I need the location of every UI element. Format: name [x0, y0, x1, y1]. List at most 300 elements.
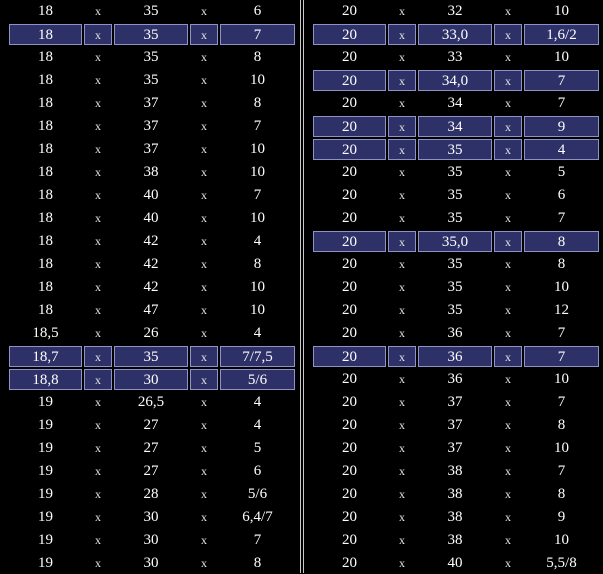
separator-cell: x	[95, 510, 101, 524]
table-row	[304, 415, 603, 436]
separator-cell: x	[201, 510, 207, 524]
table-row	[0, 323, 300, 344]
inner-size-cell: 19	[38, 394, 53, 410]
table-row-highlighted	[304, 70, 603, 91]
thickness-cell: 10	[250, 210, 265, 226]
inner-size-cell: 20	[342, 164, 357, 180]
separator-cell: x	[201, 257, 207, 271]
separator-cell: x	[201, 441, 207, 455]
separator-cell: x	[388, 231, 416, 252]
separator-cell: x	[201, 119, 207, 133]
inner-size-cell: 20	[342, 256, 357, 272]
outer-size-cell: 37	[143, 118, 159, 134]
outer-size-cell: 38	[143, 164, 159, 180]
inner-size-cell: 18	[38, 164, 53, 180]
thickness-cell: 10	[250, 164, 265, 180]
table-row	[304, 461, 603, 482]
inner-size-cell: 19	[38, 440, 53, 456]
thickness-cell: 8	[524, 231, 599, 252]
thickness-cell: 9	[557, 509, 566, 525]
separator-cell: x	[190, 369, 218, 390]
outer-size-cell: 30	[143, 509, 159, 525]
separator-cell: x	[190, 24, 218, 45]
inner-size-cell: 18	[38, 210, 53, 226]
thickness-cell: 4	[253, 325, 262, 341]
separator-cell: x	[399, 395, 405, 409]
outer-size-cell: 35	[143, 49, 159, 65]
inner-size-cell: 20	[342, 417, 357, 433]
table-row	[0, 415, 300, 436]
outer-size-cell: 38	[447, 486, 463, 502]
separator-cell: x	[505, 372, 511, 386]
table-row	[0, 47, 300, 68]
thickness-cell: 6,4/7	[242, 509, 273, 525]
separator-cell: x	[201, 4, 207, 18]
inner-size-cell: 20	[342, 210, 357, 226]
separator-cell: x	[399, 188, 405, 202]
separator-cell: x	[190, 346, 218, 367]
table-row	[304, 162, 603, 183]
separator-cell: x	[505, 487, 511, 501]
separator-cell: x	[399, 418, 405, 432]
thickness-cell: 7	[253, 187, 262, 203]
separator-cell: x	[201, 487, 207, 501]
thickness-cell: 10	[554, 371, 569, 387]
separator-cell: x	[494, 139, 522, 160]
inner-size-cell: 18	[38, 187, 53, 203]
separator-cell: x	[494, 231, 522, 252]
separator-cell: x	[201, 464, 207, 478]
separator-cell: x	[399, 303, 405, 317]
separator-cell: x	[201, 418, 207, 432]
separator-cell: x	[201, 234, 207, 248]
outer-size-cell: 36	[447, 371, 463, 387]
table-row	[0, 300, 300, 321]
table-row	[304, 1, 603, 22]
separator-cell: x	[95, 280, 101, 294]
separator-cell: x	[95, 50, 101, 64]
inner-size-cell: 19	[38, 532, 53, 548]
table-row-highlighted	[304, 139, 603, 160]
thickness-cell: 6	[253, 463, 262, 479]
separator-cell: x	[95, 234, 101, 248]
separator-cell: x	[399, 165, 405, 179]
table-row-highlighted	[304, 346, 603, 367]
separator-cell: x	[505, 303, 511, 317]
table-row	[0, 208, 300, 229]
thickness-cell: 7	[557, 463, 566, 479]
outer-size-cell: 34	[418, 116, 492, 137]
thickness-cell: 4	[253, 233, 262, 249]
separator-cell: x	[505, 257, 511, 271]
thickness-cell: 8	[253, 49, 262, 65]
outer-size-cell: 27	[143, 417, 159, 433]
separator-cell: x	[201, 280, 207, 294]
inner-size-cell: 20	[342, 302, 357, 318]
table-row	[304, 484, 603, 505]
outer-size-cell: 38	[447, 509, 463, 525]
thickness-cell: 10	[250, 279, 265, 295]
separator-cell: x	[399, 372, 405, 386]
inner-size-cell: 20	[313, 231, 386, 252]
separator-cell: x	[505, 4, 511, 18]
table-row-highlighted	[304, 231, 603, 252]
separator-cell: x	[95, 73, 101, 87]
separator-cell: x	[201, 326, 207, 340]
separator-cell: x	[399, 211, 405, 225]
table-row	[0, 484, 300, 505]
outer-size-cell: 26,5	[137, 394, 165, 410]
table-row	[304, 93, 603, 114]
outer-size-cell: 35	[447, 210, 463, 226]
separator-cell: x	[201, 96, 207, 110]
separator-cell: x	[494, 346, 522, 367]
inner-size-cell: 18	[38, 302, 53, 318]
thickness-cell: 7	[524, 346, 599, 367]
thickness-cell: 12	[554, 302, 569, 318]
thickness-cell: 10	[554, 49, 569, 65]
inner-size-cell: 18,7	[9, 346, 82, 367]
thickness-cell: 9	[524, 116, 599, 137]
separator-cell: x	[399, 257, 405, 271]
table-row	[0, 231, 300, 252]
inner-size-cell: 20	[342, 486, 357, 502]
thickness-cell: 8	[253, 555, 262, 571]
separator-cell: x	[505, 556, 511, 570]
table-row	[0, 70, 300, 91]
table-row-highlighted	[0, 346, 300, 367]
table-row	[304, 530, 603, 551]
separator-cell: x	[95, 211, 101, 225]
table-row	[304, 369, 603, 390]
separator-cell: x	[388, 70, 416, 91]
outer-size-cell: 34	[447, 95, 463, 111]
size-table-right	[303, 0, 603, 573]
separator-cell: x	[399, 487, 405, 501]
outer-size-cell: 37	[143, 95, 159, 111]
separator-cell: x	[84, 369, 112, 390]
outer-size-cell: 37	[447, 440, 463, 456]
table-row-highlighted	[0, 24, 300, 45]
table-row-highlighted	[304, 116, 603, 137]
separator-cell: x	[201, 395, 207, 409]
outer-size-cell: 40	[143, 187, 159, 203]
thickness-cell: 7	[253, 118, 262, 134]
inner-size-cell: 20	[342, 371, 357, 387]
outer-size-cell: 47	[143, 302, 159, 318]
table-row	[0, 185, 300, 206]
size-table-left	[0, 0, 301, 573]
separator-cell: x	[505, 533, 511, 547]
outer-size-cell: 30	[114, 369, 188, 390]
separator-cell: x	[95, 142, 101, 156]
inner-size-cell: 20	[342, 95, 357, 111]
inner-size-cell: 18	[38, 233, 53, 249]
separator-cell: x	[201, 556, 207, 570]
separator-cell: x	[505, 441, 511, 455]
thickness-cell: 10	[554, 279, 569, 295]
thickness-cell: 8	[557, 486, 566, 502]
separator-cell: x	[95, 4, 101, 18]
separator-cell: x	[95, 533, 101, 547]
table-row	[304, 254, 603, 275]
separator-cell: x	[95, 441, 101, 455]
separator-cell: x	[399, 464, 405, 478]
outer-size-cell: 35	[418, 139, 492, 160]
outer-size-cell: 38	[447, 532, 463, 548]
separator-cell: x	[201, 303, 207, 317]
separator-cell: x	[399, 533, 405, 547]
separator-cell: x	[388, 139, 416, 160]
outer-size-cell: 37	[143, 141, 159, 157]
inner-size-cell: 18	[9, 24, 82, 45]
table-row	[0, 1, 300, 22]
separator-cell: x	[494, 70, 522, 91]
table-row	[0, 93, 300, 114]
separator-cell: x	[201, 165, 207, 179]
outer-size-cell: 42	[143, 279, 159, 295]
outer-size-cell: 27	[143, 440, 159, 456]
inner-size-cell: 18	[38, 118, 53, 134]
outer-size-cell: 40	[447, 555, 463, 571]
outer-size-cell: 30	[143, 555, 159, 571]
thickness-cell: 8	[253, 256, 262, 272]
separator-cell: x	[95, 464, 101, 478]
inner-size-cell: 18	[38, 279, 53, 295]
inner-size-cell: 20	[342, 532, 357, 548]
separator-cell: x	[201, 211, 207, 225]
thickness-cell: 7	[253, 532, 262, 548]
inner-size-cell: 18	[38, 3, 53, 19]
inner-size-cell: 20	[342, 187, 357, 203]
inner-size-cell: 20	[342, 49, 357, 65]
separator-cell: x	[505, 96, 511, 110]
separator-cell: x	[201, 142, 207, 156]
thickness-cell: 10	[250, 72, 265, 88]
separator-cell: x	[505, 211, 511, 225]
outer-size-cell: 35	[447, 256, 463, 272]
inner-size-cell: 20	[313, 24, 386, 45]
thickness-cell: 7	[524, 70, 599, 91]
thickness-cell: 5/6	[247, 486, 268, 502]
table-row	[0, 392, 300, 413]
inner-size-cell: 20	[313, 70, 386, 91]
thickness-cell: 10	[554, 532, 569, 548]
table-row	[0, 139, 300, 160]
inner-size-cell: 20	[342, 509, 357, 525]
table-row	[0, 162, 300, 183]
separator-cell: x	[399, 96, 405, 110]
thickness-cell: 1,6/2	[524, 24, 599, 45]
inner-size-cell: 20	[313, 346, 386, 367]
inner-size-cell: 19	[38, 555, 53, 571]
thickness-cell: 4	[253, 394, 262, 410]
table-row	[0, 530, 300, 551]
inner-size-cell: 18	[38, 49, 53, 65]
outer-size-cell: 32	[447, 3, 463, 19]
outer-size-cell: 35	[447, 164, 463, 180]
thickness-cell: 7	[557, 210, 566, 226]
thickness-cell: 8	[557, 417, 566, 433]
inner-size-cell: 20	[342, 555, 357, 571]
inner-size-cell: 20	[342, 440, 357, 456]
table-row	[0, 116, 300, 137]
inner-size-cell: 20	[342, 463, 357, 479]
thickness-cell: 5/6	[220, 369, 295, 390]
outer-size-cell: 42	[143, 256, 159, 272]
thickness-cell: 4	[524, 139, 599, 160]
separator-cell: x	[505, 510, 511, 524]
table-row	[0, 553, 300, 574]
thickness-cell: 6	[557, 187, 566, 203]
inner-size-cell: 20	[313, 139, 386, 160]
separator-cell: x	[399, 50, 405, 64]
inner-size-cell: 18	[38, 95, 53, 111]
separator-cell: x	[399, 556, 405, 570]
thickness-cell: 7	[557, 394, 566, 410]
inner-size-cell: 18	[38, 72, 53, 88]
inner-size-cell: 18,5	[32, 325, 59, 341]
separator-cell: x	[84, 24, 112, 45]
inner-size-cell: 19	[38, 486, 53, 502]
separator-cell: x	[505, 188, 511, 202]
separator-cell: x	[505, 280, 511, 294]
inner-size-cell: 19	[38, 509, 53, 525]
inner-size-cell: 18	[38, 256, 53, 272]
outer-size-cell: 35	[114, 24, 188, 45]
table-row	[304, 438, 603, 459]
separator-cell: x	[95, 96, 101, 110]
thickness-cell: 7	[557, 325, 566, 341]
separator-cell: x	[201, 50, 207, 64]
thickness-cell: 6	[253, 3, 262, 19]
inner-size-cell: 20	[342, 3, 357, 19]
thickness-cell: 5,5/8	[546, 555, 577, 571]
inner-size-cell: 19	[38, 463, 53, 479]
separator-cell: x	[505, 326, 511, 340]
table-row	[304, 185, 603, 206]
table-row	[304, 47, 603, 68]
outer-size-cell: 34,0	[418, 70, 492, 91]
inner-size-cell: 19	[38, 417, 53, 433]
separator-cell: x	[201, 533, 207, 547]
separator-cell: x	[505, 165, 511, 179]
outer-size-cell: 35	[447, 187, 463, 203]
thickness-cell: 5	[253, 440, 262, 456]
outer-size-cell: 33	[447, 49, 463, 65]
separator-cell: x	[95, 119, 101, 133]
separator-cell: x	[95, 556, 101, 570]
outer-size-cell: 28	[143, 486, 159, 502]
table-row	[0, 277, 300, 298]
table-row	[0, 507, 300, 528]
table-row	[304, 392, 603, 413]
outer-size-cell: 35	[447, 302, 463, 318]
table-row	[0, 254, 300, 275]
table-row-highlighted	[0, 369, 300, 390]
separator-cell: x	[399, 326, 405, 340]
outer-size-cell: 42	[143, 233, 159, 249]
outer-size-cell: 27	[143, 463, 159, 479]
separator-cell: x	[505, 464, 511, 478]
thickness-cell: 8	[253, 95, 262, 111]
inner-size-cell: 20	[342, 394, 357, 410]
thickness-cell: 4	[253, 417, 262, 433]
inner-size-cell: 18,8	[9, 369, 82, 390]
table-row	[304, 300, 603, 321]
separator-cell: x	[95, 418, 101, 432]
separator-cell: x	[95, 257, 101, 271]
separator-cell: x	[95, 395, 101, 409]
thickness-cell: 7	[220, 24, 295, 45]
separator-cell: x	[95, 326, 101, 340]
thickness-cell: 10	[554, 440, 569, 456]
separator-cell: x	[95, 188, 101, 202]
separator-cell: x	[95, 165, 101, 179]
separator-cell: x	[494, 116, 522, 137]
outer-size-cell: 35	[447, 279, 463, 295]
separator-cell: x	[388, 24, 416, 45]
outer-size-cell: 35	[143, 72, 159, 88]
separator-cell: x	[388, 116, 416, 137]
separator-cell: x	[399, 441, 405, 455]
outer-size-cell: 33,0	[418, 24, 492, 45]
inner-size-cell: 20	[342, 325, 357, 341]
thickness-cell: 10	[554, 3, 569, 19]
thickness-cell: 10	[250, 302, 265, 318]
outer-size-cell: 35,0	[418, 231, 492, 252]
thickness-cell: 7/7,5	[220, 346, 295, 367]
separator-cell: x	[399, 280, 405, 294]
separator-cell: x	[201, 73, 207, 87]
outer-size-cell: 26	[143, 325, 159, 341]
separator-cell: x	[201, 188, 207, 202]
separator-cell: x	[95, 303, 101, 317]
table-row	[304, 553, 603, 574]
thickness-cell: 8	[557, 256, 566, 272]
outer-size-cell: 30	[143, 532, 159, 548]
separator-cell: x	[95, 487, 101, 501]
outer-size-cell: 35	[114, 346, 188, 367]
inner-size-cell: 18	[38, 141, 53, 157]
outer-size-cell: 35	[143, 3, 159, 19]
separator-cell: x	[505, 418, 511, 432]
table-row	[304, 323, 603, 344]
separator-cell: x	[505, 50, 511, 64]
outer-size-cell: 36	[418, 346, 492, 367]
separator-cell: x	[494, 24, 522, 45]
separator-cell: x	[399, 4, 405, 18]
table-row	[0, 438, 300, 459]
thickness-cell: 7	[557, 95, 566, 111]
table-row	[304, 208, 603, 229]
outer-size-cell: 37	[447, 417, 463, 433]
inner-size-cell: 20	[313, 116, 386, 137]
table-row	[0, 461, 300, 482]
outer-size-cell: 40	[143, 210, 159, 226]
thickness-cell: 10	[250, 141, 265, 157]
inner-size-cell: 20	[342, 279, 357, 295]
table-row	[304, 507, 603, 528]
separator-cell: x	[84, 346, 112, 367]
separator-cell: x	[399, 510, 405, 524]
outer-size-cell: 36	[447, 325, 463, 341]
separator-cell: x	[505, 395, 511, 409]
outer-size-cell: 38	[447, 463, 463, 479]
table-row-highlighted	[304, 24, 603, 45]
table-row	[304, 277, 603, 298]
separator-cell: x	[388, 346, 416, 367]
